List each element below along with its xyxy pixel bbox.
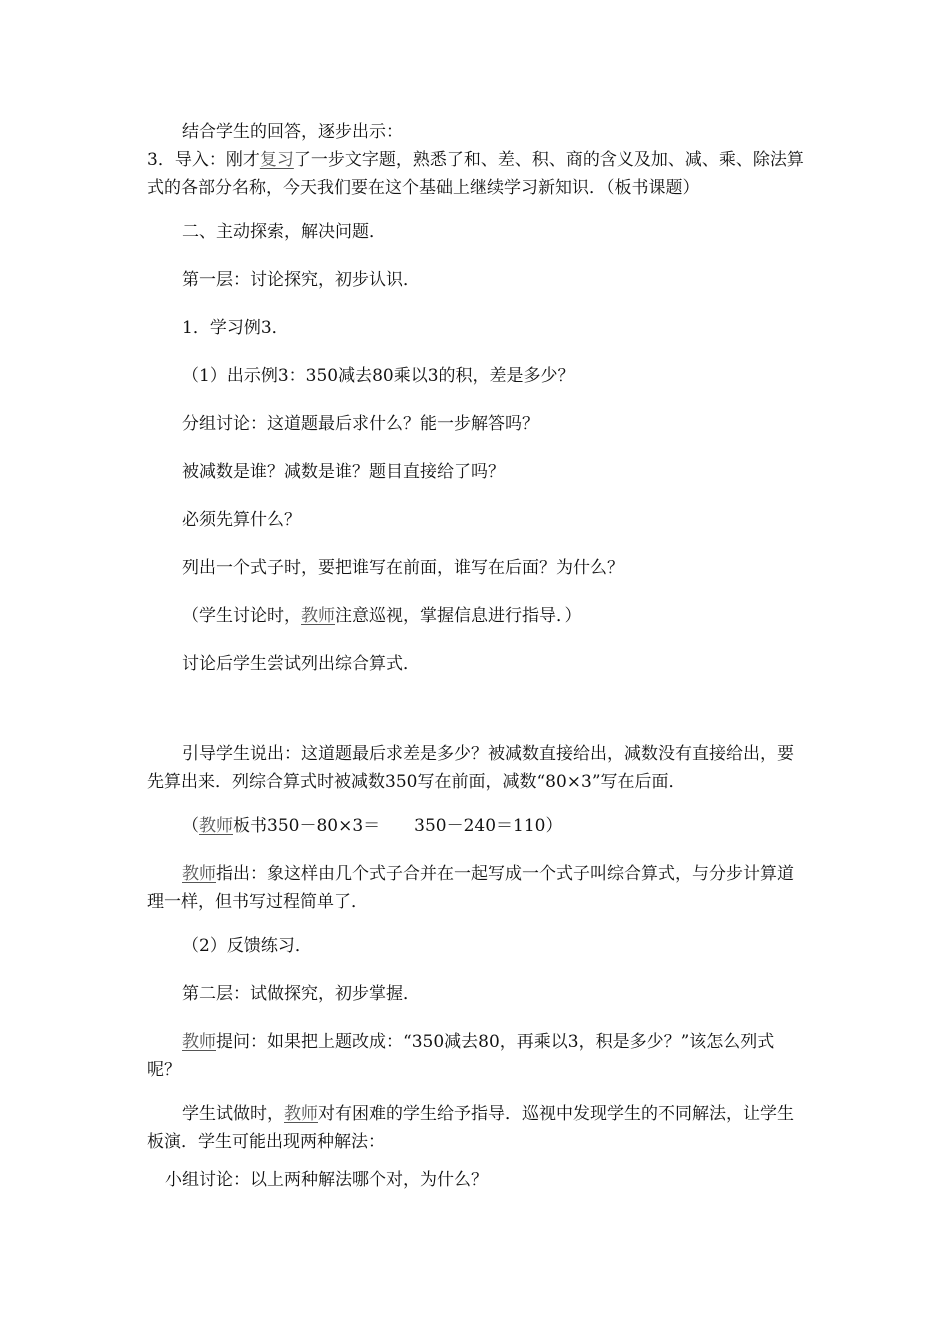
paragraph-intro: 结合学生的回答，逐步出示： <box>182 122 403 142</box>
example-3-question: （1）出示例3：350减去80乘以3的积，差是多少？ <box>182 366 575 386</box>
group-discussion: 分组讨论：这道题最后求什么？能一步解答吗？ <box>182 414 539 434</box>
teacher-link[interactable]: 教师 <box>301 606 335 626</box>
level-1-heading: 第一层：讨论探究，初步认识． <box>182 270 420 290</box>
review-link[interactable]: 复习 <box>259 150 294 170</box>
question-order: 列出一个式子时，要把谁写在前面，谁写在后面？为什么？ <box>182 558 624 578</box>
example-3-heading: 1．学习例3． <box>182 318 289 338</box>
small-group-discussion: 小组讨论：以上两种解法哪个对，为什么？ <box>165 1170 488 1190</box>
teacher-link[interactable]: 教师 <box>182 864 216 884</box>
guidance-paragraph: 引导学生说出：这道题最后求差是多少？被减数直接给出，减数没有直接给出，要先算出来．列综合算式时被减数350写在前面，减数“80×3”写在后面． <box>147 744 794 792</box>
student-trial: 学生试做时，教师对有困难的学生给予指导．巡视中发现学生的不同解法，让学生板演．学生可能出现两种解法： <box>147 1104 794 1152</box>
teacher-link[interactable]: 教师 <box>284 1104 318 1124</box>
teacher-link[interactable]: 教师 <box>199 816 233 836</box>
board-writing: （教师板书350－80×3＝ 350－240＝110） <box>182 816 563 836</box>
teacher-question: 教师提问：如果把上题改成：“350减去80，再乘以3，积是多少？”该怎么列式呢？ <box>147 1032 775 1080</box>
student-attempt: 讨论后学生尝试列出综合算式． <box>182 654 420 674</box>
level-2-heading: 第二层：试做探究，初步掌握． <box>182 984 420 1004</box>
teacher-explanation: 教师指出：象这样由几个式子合并在一起写成一个式子叫综合算式，与分步计算道理一样，但书写过程简单了． <box>147 864 794 912</box>
teacher-note: （学生讨论时，教师注意巡视，掌握信息进行指导．） <box>182 606 582 626</box>
question-minuend: 被减数是谁？减数是谁？题目直接给了吗？ <box>182 462 505 482</box>
section-heading-2: 二、主动探索，解决问题． <box>182 222 386 242</box>
question-first-step: 必须先算什么？ <box>182 510 301 530</box>
feedback-practice: （2）反馈练习． <box>182 936 312 956</box>
paragraph-import: 3．导入：刚才复习了一步文字题，熟悉了和、差、积、商的含义及加、减、乘、除法算式的各部分名称，今天我们要在这个基础上继续学习新知识．（板书课题） <box>147 150 804 198</box>
teacher-link[interactable]: 教师 <box>182 1032 216 1052</box>
